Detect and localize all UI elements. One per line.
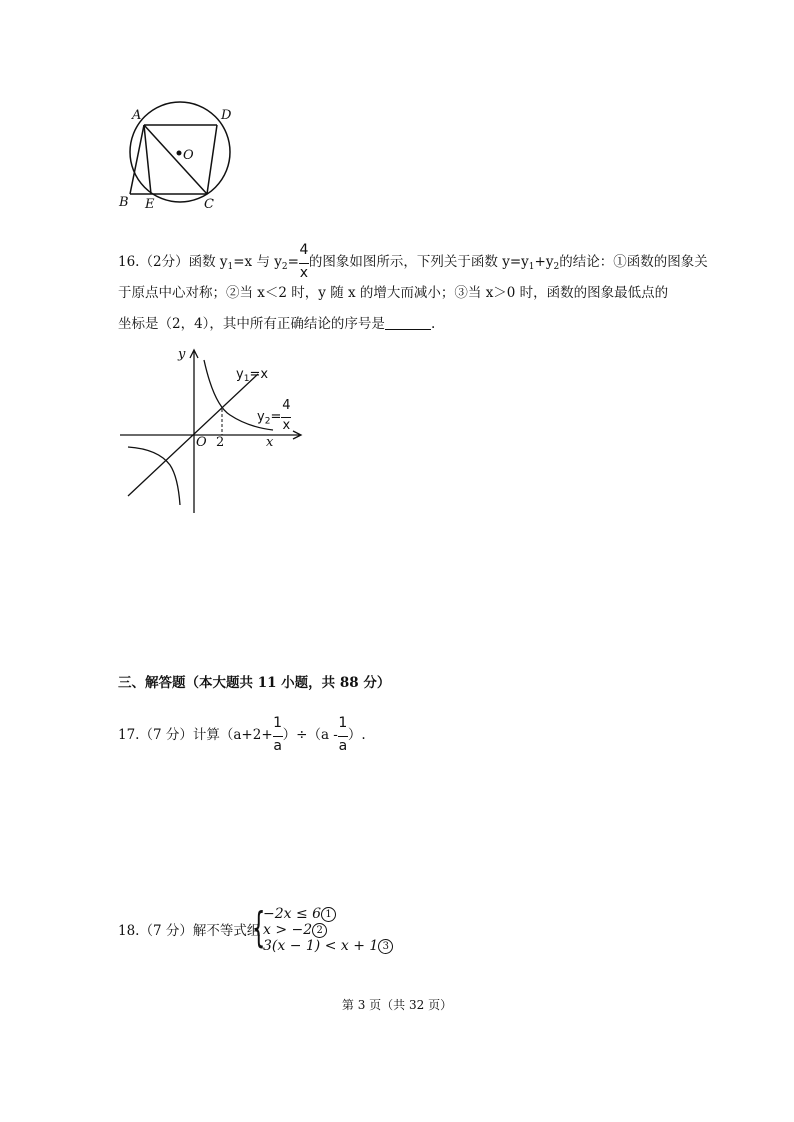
q16-line3-end: . xyxy=(430,316,436,332)
label-C: C xyxy=(204,197,214,212)
label-D: D xyxy=(221,108,232,123)
q18-number: 18. xyxy=(118,923,140,939)
q18-text: 解不等式组 xyxy=(192,923,261,939)
q18-mark2: 2 xyxy=(312,923,327,938)
figure-graph xyxy=(118,345,308,520)
label-A: A xyxy=(132,108,142,123)
q16-line3-text: 坐标是（2，4），其中所有正确结论的序号是 xyxy=(118,316,385,332)
y2-y: y xyxy=(257,409,265,425)
q16-sub2: 2 xyxy=(281,262,288,272)
y1-sub: 1 xyxy=(243,374,250,384)
q17-line xyxy=(118,714,366,754)
figure-circle xyxy=(110,100,250,220)
q17-text-b: ）÷（a - xyxy=(282,727,338,743)
q17-score: （7 分） xyxy=(139,727,193,743)
page-footer: 第 3 页（共 32 页） xyxy=(341,998,453,1012)
q16-sub1: 1 xyxy=(227,262,234,272)
origin-label: O xyxy=(196,435,207,450)
y2-sub: 2 xyxy=(264,416,271,427)
q16-line2: 于原点中心对称；②当 x＜2 时，y 随 x 的增大而减小；③当 x＞0 时，函数的图象最低点的 xyxy=(118,285,669,301)
q16-answer-blank[interactable] xyxy=(385,315,431,330)
label-E: E xyxy=(145,197,155,212)
q16-sub3: 1 xyxy=(528,262,535,272)
label-B: B xyxy=(119,195,129,210)
q16-line3 xyxy=(118,315,435,333)
q17-frac1-den: a xyxy=(273,737,282,754)
q18-ineq1 xyxy=(263,906,336,922)
q18-ineq1-text: −2x ≤ 6 xyxy=(263,906,322,922)
q16-frac-num: 4 xyxy=(299,241,309,258)
y2-num: 4 xyxy=(282,398,291,413)
y-axis-label: y xyxy=(178,347,186,362)
q16-text-c: 的图象如图所示，下列关于函数 y=y xyxy=(308,254,529,270)
label-O: O xyxy=(183,148,194,163)
q16-number: 16. xyxy=(118,254,140,270)
q18-line xyxy=(118,922,260,940)
x-axis-label: x xyxy=(266,435,274,450)
q16-eq: = xyxy=(287,254,299,270)
y2-den: x xyxy=(282,418,291,433)
y1-rest: =x xyxy=(249,367,269,382)
tick-2-label: 2 xyxy=(216,435,225,450)
q17-frac2-den: a xyxy=(338,737,348,754)
q18-score: （7 分） xyxy=(139,923,193,939)
y2-label xyxy=(257,398,291,433)
q18-ineq3 xyxy=(263,938,393,954)
q18-ineq3-text: 3(x − 1) < x + 1 xyxy=(263,938,379,954)
q17-number: 17. xyxy=(118,727,140,743)
q16-text-d: +y xyxy=(534,254,554,270)
q18-ineq2-text: x > −2 xyxy=(263,922,313,938)
q16-fraction xyxy=(299,241,309,281)
y1-label xyxy=(236,367,268,384)
y2-fraction xyxy=(281,398,291,433)
function-graph xyxy=(118,345,308,520)
y1-y: y xyxy=(236,367,244,382)
q16-sub4: 2 xyxy=(553,262,560,272)
q17-frac2-num: 1 xyxy=(338,714,348,731)
section-3-title: 三、解答题（本大题共 11 小题，共 88 分） xyxy=(118,675,391,691)
q16-line1 xyxy=(118,241,708,281)
q18-mark3: 3 xyxy=(378,939,393,954)
q17-frac1 xyxy=(273,714,283,754)
q17-frac2 xyxy=(338,714,348,754)
q17-text-c: ）. xyxy=(347,727,366,743)
q18-ineq2 xyxy=(263,922,327,938)
q17-frac1-num: 1 xyxy=(273,714,283,731)
q16-text-b: =x 与 y xyxy=(233,254,282,270)
q16-frac-den: x xyxy=(299,264,309,281)
q16-text-e: 的结论：①函数的图象关 xyxy=(559,254,708,270)
q18-brace: { xyxy=(252,903,266,952)
y2-eq: = xyxy=(270,409,282,425)
q18-mark1: 1 xyxy=(321,907,336,922)
q17-text-a: 计算（a+2+ xyxy=(192,727,273,743)
q16-score: （2分） xyxy=(139,254,189,270)
q16-text-a: 函数 y xyxy=(188,254,228,270)
